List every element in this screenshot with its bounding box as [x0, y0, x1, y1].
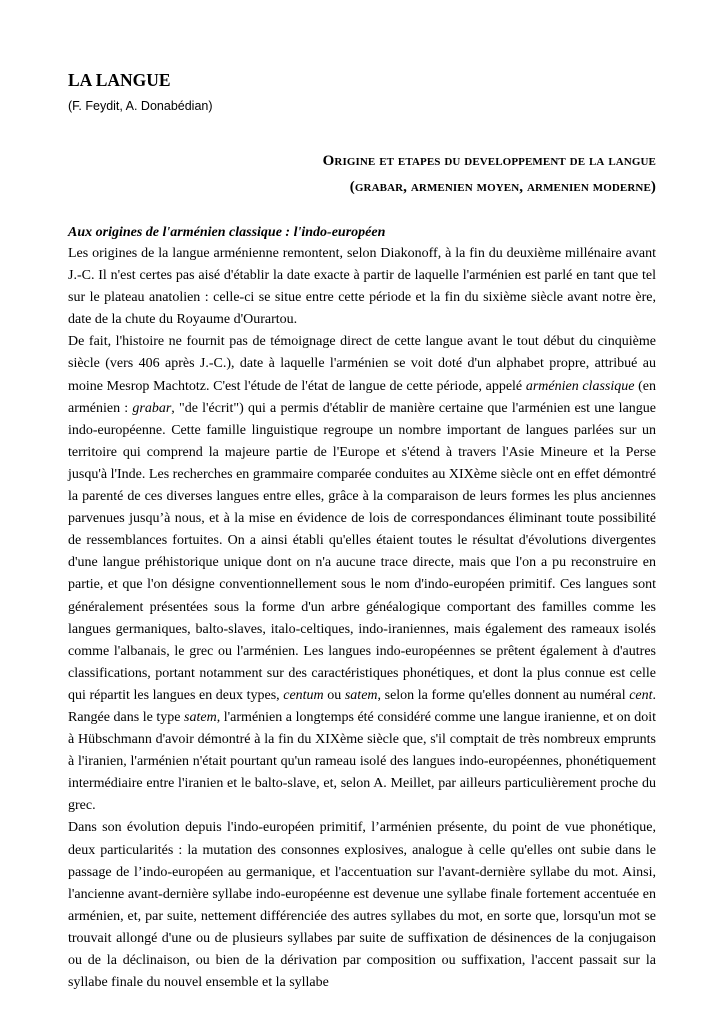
paragraph-3: Dans son évolution depuis l'indo-européen primitif, l’arménien présente, du point de vue phonétique, deux particularités : la mutation des consonnes explosives, analogue à celle qu'elles ont subie dans le passage de l’indo-européen au germanique, et l'accentuation sur l'avant-dernière syllabe du mot. Ainsi, l'ancienne avant-dernière syllabe indo-européenne est devenue une syllabe finale fortement accentuée en arménien, et, par suite, nettement différenciée des autres syllabes du mot, en sorte que, lorsqu'un mot se trouvait allongé d'une ou de plusieurs syllabes par suite de suffixation de désinences de la conjugaison ou de la déclinaison, ou bien de la dérivation par composition ou suffixation, l'accent passait sur la syllabe finale du nouvel ensemble et la syllabe [68, 820, 656, 991]
term-satem-2: satem [184, 709, 217, 725]
paragraph-2-text-d: ou [323, 687, 345, 703]
paragraph-2-text-c: , "de l'écrit") qui a permis d'établir de manière certaine que l'arménien est une langue indo-européenne. Cette famille linguistique regroupe un nombre important de langues parlées sur un territoire qui comprend la majeure partie de l'Europe et s'étend à travers l'Asie Mineure et la Perse jusqu'à l'Inde. Les recherches en grammaire comparée conduites au XIXème siècle ont en effet démontré la parenté de ces diverses langues entre elles, grâce à la comparaison de leurs formes les plus anciennes parvenues jusqu’à nous, et à la mise en évidence de lois de correspondances éliminant toute possibilité de ressemblances fortuites. On a ainsi établi qu'elles étaient toutes le résultat d'évolutions divergentes d'une langue préhistorique unique dont on n'a aucune trace directe, mais que l'on a pu reconstruire en partie, et que l'on désigne conventionnellement sous le nom d'indo-européen primitif. Ces langues sont généralement présentées sous la forme d'un arbre généalogique comportant des familles comme les langues germaniques, balto-slaves, italo-celtiques, indo-iraniennes, mais également des rameaux isolés comme l'albanais, le grec ou l'arménien. Les langues indo-européennes se prêtent également à d'autres classifications, portant notamment sur des caractéristiques phonétiques, et dont la plus connue est celle qui répartit les langues en deux types, [68, 400, 656, 703]
paragraph-2-text-g: , l'arménien a longtemps été considéré comme une langue iranienne, et on doit à Hübschmann d'avoir démontré à la fin du XIXème siècle que, s'il comptait de très nombreux emprunts à l'iranien, l'arménien n'était pourtant qu'un rameau isolé des langues indo-européennes, phonétiquement intermédiaire entre l'iranien et le balto-slave, et, selon A. Meillet, par ailleurs particulièrement proche du grec. [68, 709, 656, 814]
paragraph-2-text-b: (en arménien : [68, 378, 656, 416]
document-page [68, 68, 656, 994]
paragraph-1: Les origines de la langue arménienne remontent, selon Diakonoff, à la fin du deuxième millénaire avant J.-C. Il n'est certes pas aisé d'établir la date exacte à partir de laquelle l'arménien est parlé en tant que tel sur le plateau anatolien : celle-ci se situe entre cette période et la fin du sixième siècle avant notre ère, date de la chute du Royaume d'Ourartou. [68, 246, 656, 328]
section-heading-line-1: Origine et etapes du developpement de la langue [322, 153, 656, 169]
term-centum: centum [283, 687, 324, 703]
paragraph-2-text-a: De fait, l'histoire ne fournit pas de témoignage direct de cette langue avant le tout début du cinquième siècle (vers 406 après J.-C.), date à laquelle l'arménien se voit doté d'un alphabet propre, attribué au moine Mesrop Machtotz. C'est l'étude de l'état de langue de cette période, appelé [68, 334, 656, 394]
term-armenien-classique: arménien classique [525, 378, 635, 394]
section-heading [68, 148, 656, 200]
term-satem: satem [344, 687, 378, 703]
paragraph-2-text-e: , selon la forme qu'elles donnent au numéral [377, 687, 630, 703]
paragraph-2 [68, 331, 656, 817]
term-cent: cent [629, 687, 653, 703]
term-grabar: grabar [132, 400, 172, 416]
paragraph-2-text-f: . Rangée dans le type [68, 687, 657, 725]
authors-line: (F. Feydit, A. Donabédian) [68, 99, 213, 113]
document-title: LA LANGUE [68, 70, 171, 90]
subheading: Aux origines de l'arménien classique : l'indo-européen [68, 225, 386, 240]
section-heading-line-2: (grabar, armenien moyen, armenien moderne) [349, 179, 656, 195]
